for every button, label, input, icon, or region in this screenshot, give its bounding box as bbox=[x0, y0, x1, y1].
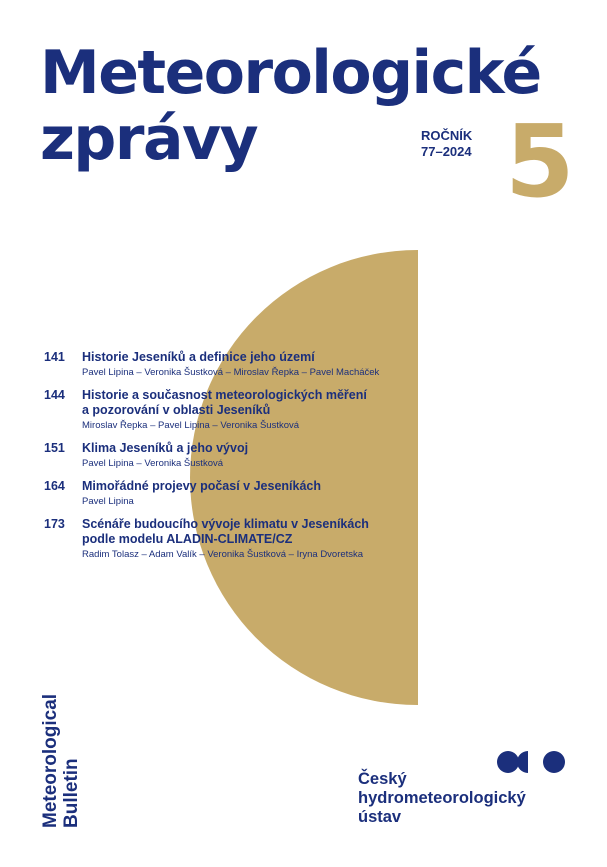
toc-entry[interactable] bbox=[44, 350, 464, 379]
journal-title-line1: Meteorologické bbox=[40, 38, 541, 108]
toc-title-line: Historie Jeseníků a definice jeho území bbox=[82, 350, 315, 364]
issue-number: 5 bbox=[505, 103, 575, 220]
toc-article-title bbox=[82, 388, 464, 418]
toc-article-title bbox=[82, 517, 464, 547]
toc-title-line: a pozorování v oblasti Jeseníků bbox=[82, 403, 271, 417]
journal-title-line2: zprávy bbox=[40, 104, 258, 174]
side-title-line2: Bulletin bbox=[61, 758, 82, 828]
table-of-contents bbox=[44, 350, 464, 570]
toc-page-number: 144 bbox=[44, 388, 65, 402]
side-title bbox=[40, 694, 82, 828]
publisher-line3: ústav bbox=[358, 808, 402, 826]
toc-page-number: 151 bbox=[44, 441, 65, 455]
publisher-line2: hydrometeorologický bbox=[358, 789, 526, 807]
toc-title-line: Mimořádné projevy počasí v Jeseníkách bbox=[82, 479, 321, 493]
toc-article-title bbox=[82, 479, 464, 494]
publisher-name bbox=[358, 770, 526, 827]
toc-title-line: Scénáře budoucího vývoje klimatu v Jeseníkách bbox=[82, 517, 369, 531]
toc-title-line: Klima Jeseníků a jeho vývoj bbox=[82, 441, 249, 455]
side-title-line1: Meteorological bbox=[40, 693, 61, 828]
toc-title-line: Historie a současnost meteorologických měření bbox=[82, 388, 367, 402]
toc-authors: Pavel Lipina – Veronika Šustková – Miroslav Řepka – Pavel Macháček bbox=[82, 367, 380, 378]
toc-article-title bbox=[82, 441, 464, 456]
toc-page-number: 141 bbox=[44, 350, 65, 364]
toc-title-line: podle modelu ALADIN-CLIMATE/CZ bbox=[82, 532, 293, 546]
toc-article-title bbox=[82, 350, 464, 365]
volume-label: ROČNÍK bbox=[421, 128, 473, 143]
toc-page-number: 173 bbox=[44, 517, 65, 531]
volume-info bbox=[421, 128, 472, 160]
publisher-line1: Český bbox=[358, 770, 407, 788]
toc-authors: Pavel Lipina – Veronika Šustková bbox=[82, 458, 224, 469]
toc-authors: Radim Tolasz – Adam Valík – Veronika Šustková – Iryna Dvoretska bbox=[82, 549, 364, 560]
toc-entry[interactable] bbox=[44, 517, 464, 561]
toc-authors: Pavel Lipina bbox=[82, 496, 134, 507]
toc-authors: Miroslav Řepka – Pavel Lipina – Veronika Šustková bbox=[82, 420, 300, 431]
toc-entry[interactable] bbox=[44, 441, 464, 470]
logo-circle-right bbox=[543, 751, 565, 773]
toc-entry[interactable] bbox=[44, 479, 464, 508]
toc-page-number: 164 bbox=[44, 479, 65, 493]
toc-entry[interactable] bbox=[44, 388, 464, 432]
volume-value: 77–2024 bbox=[421, 144, 472, 159]
